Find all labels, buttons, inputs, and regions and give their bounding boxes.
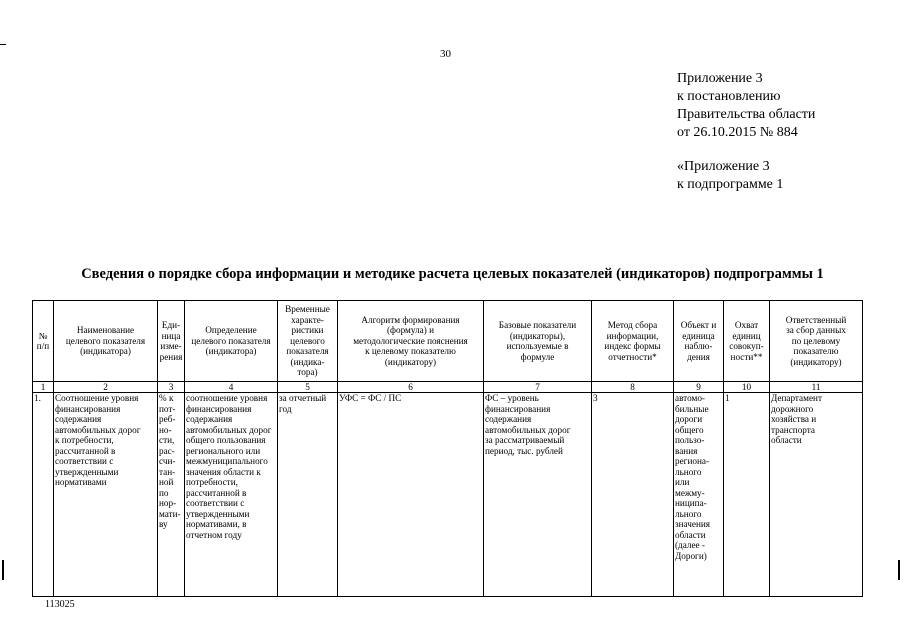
appendix-line: от 26.10.2015 № 884 bbox=[677, 125, 798, 140]
cell-line: содержания bbox=[485, 414, 532, 424]
cell-line: за отчетный bbox=[279, 393, 327, 403]
cell-line: ниципа- bbox=[675, 498, 707, 508]
cell-line: потребности, bbox=[186, 477, 238, 487]
cell-line: общего пользования bbox=[186, 435, 266, 445]
cell-line: автомо- bbox=[675, 393, 705, 403]
header-line: ности** bbox=[730, 351, 763, 362]
cell-line: период, тыс. рублей bbox=[485, 445, 563, 456]
header-line: (индика- bbox=[290, 356, 325, 367]
cell-line: ву bbox=[159, 519, 168, 529]
cell-line: межмуниципального bbox=[186, 456, 268, 466]
header-line: Ответственный bbox=[785, 314, 847, 325]
table-cell bbox=[484, 393, 592, 597]
header-line: используемые в bbox=[506, 341, 569, 351]
cell-line: пот- bbox=[159, 403, 176, 414]
header-line: единица bbox=[682, 330, 715, 341]
cell-line: % к bbox=[159, 393, 174, 403]
cell-line: финансирования bbox=[55, 403, 121, 414]
cell-line: по bbox=[159, 487, 169, 498]
header-line: наблю- bbox=[684, 341, 713, 351]
cell-line: отчетном году bbox=[186, 529, 242, 540]
cell-line: год bbox=[279, 403, 292, 414]
header-line: индекс формы bbox=[604, 341, 661, 351]
header-line: характе- bbox=[291, 314, 324, 325]
header-line: Базовые показатели bbox=[498, 320, 577, 330]
header-cell bbox=[484, 301, 592, 382]
column-number-row bbox=[33, 382, 863, 393]
table-cell bbox=[278, 393, 338, 597]
header-line: показателю bbox=[793, 346, 839, 357]
header-line: к целевому показателю bbox=[365, 346, 456, 357]
cell-line: утвержденными bbox=[55, 466, 119, 477]
scan-mark-top-left bbox=[0, 44, 6, 45]
cell-line: области bbox=[771, 435, 802, 445]
header-line: отчетности* bbox=[608, 351, 657, 362]
header-line: за сбор данных bbox=[786, 325, 846, 336]
cell-line: рас- bbox=[159, 445, 175, 456]
column-number-cell: 8 bbox=[592, 382, 674, 393]
header-line: (индикатору) bbox=[790, 356, 842, 367]
table-row bbox=[33, 393, 863, 597]
table-cell bbox=[54, 393, 158, 597]
header-cell bbox=[158, 301, 185, 382]
header-line: Объект и bbox=[680, 320, 717, 330]
table-cell bbox=[770, 393, 863, 597]
cell-line: регионального или bbox=[186, 445, 261, 456]
header-line: (индикатору) bbox=[384, 356, 437, 367]
cell-line: финансирования bbox=[485, 403, 551, 414]
scan-mark-left bbox=[2, 560, 4, 580]
header-line: Метод сбора bbox=[607, 320, 658, 330]
header-cell bbox=[338, 301, 484, 382]
cell-line: дороги bbox=[675, 414, 703, 424]
header-line: целевого показателя bbox=[65, 335, 146, 346]
page-number: 30 bbox=[440, 48, 451, 60]
header-line: Охват bbox=[734, 320, 759, 330]
appendix-line: Правительства области bbox=[677, 107, 816, 122]
header-line: тора) bbox=[297, 367, 318, 378]
column-number-cell: 10 bbox=[724, 382, 770, 393]
table-cell bbox=[158, 393, 185, 597]
cell-line: вания bbox=[675, 445, 698, 456]
cell-line: утвержденными bbox=[186, 508, 250, 519]
cell-line: значения bbox=[675, 519, 711, 529]
cell-line: (далее - bbox=[675, 540, 705, 550]
cell-line: области bbox=[675, 529, 706, 540]
appendix-line: Приложение 3 bbox=[677, 71, 763, 86]
header-line: (индикатора) bbox=[205, 346, 257, 357]
cell-line: содержания bbox=[186, 414, 233, 424]
cell-line: дорожного bbox=[771, 403, 814, 414]
header-cell bbox=[724, 301, 770, 382]
column-number-cell: 2 bbox=[54, 382, 158, 393]
cell-line: тан- bbox=[159, 466, 176, 477]
cell-line: счи- bbox=[159, 456, 176, 466]
cell-line: или bbox=[675, 477, 690, 487]
header-line: целевого bbox=[290, 335, 325, 346]
cell-line: льного bbox=[675, 466, 702, 477]
header-line: показателя bbox=[286, 346, 329, 357]
table-cell bbox=[33, 393, 54, 597]
scan-mark-right bbox=[898, 560, 900, 580]
header-line: Определение bbox=[205, 325, 257, 336]
table-cell bbox=[674, 393, 724, 597]
cell-line: нормативами bbox=[55, 477, 107, 487]
header-line: по целевому bbox=[791, 335, 841, 346]
header-line: Временные bbox=[285, 304, 330, 315]
cell-line: Соотношение уровня bbox=[55, 393, 139, 403]
cell-line: соответствии с bbox=[55, 456, 114, 466]
cell-line: содержания bbox=[55, 414, 102, 424]
header-line: формуле bbox=[520, 351, 555, 362]
cell-line: автомобильных дорог bbox=[485, 424, 571, 435]
sub-appendix-line: «Приложение 3 bbox=[677, 159, 770, 174]
document-title: Сведения о порядке сбора информации и методике расчета целевых показателей (индикаторов) подпрограммы 1 bbox=[81, 266, 824, 282]
cell-line: 1. bbox=[34, 393, 41, 403]
header-line: Алгоритм формирования bbox=[361, 314, 460, 325]
header-line: методологические пояснения bbox=[353, 335, 468, 346]
cell-line: 1 bbox=[725, 393, 730, 403]
indicators-table bbox=[32, 300, 863, 597]
column-number-cell: 1 bbox=[33, 382, 54, 393]
cell-line: но- bbox=[159, 424, 172, 435]
column-number-cell: 6 bbox=[338, 382, 484, 393]
header-line: Наименование bbox=[76, 325, 135, 336]
header-line: дения bbox=[687, 351, 710, 362]
cell-line: 3 bbox=[593, 393, 598, 403]
cell-line: ной bbox=[159, 477, 174, 487]
cell-line: межму- bbox=[675, 487, 705, 498]
header-line: изме- bbox=[160, 341, 182, 351]
cell-line: пользо- bbox=[675, 435, 705, 445]
cell-line: сти, bbox=[159, 435, 175, 445]
table-cell bbox=[724, 393, 770, 597]
cell-line: к потребности, bbox=[55, 435, 114, 445]
header-line: целевого показателя bbox=[191, 335, 271, 346]
appendix-block bbox=[677, 70, 815, 194]
sub-appendix-line: к подпрограмме 1 bbox=[677, 177, 784, 192]
table-cell bbox=[185, 393, 278, 597]
header-cell bbox=[185, 301, 278, 382]
cell-line: льного bbox=[675, 508, 702, 519]
appendix-line: к постановлению bbox=[677, 89, 781, 104]
header-cell bbox=[674, 301, 724, 382]
header-line: № bbox=[38, 330, 48, 341]
column-number-cell: 4 bbox=[185, 382, 278, 393]
header-line: Еди- bbox=[161, 320, 181, 330]
cell-line: соотношение уровня bbox=[186, 393, 268, 403]
cell-line: за рассматриваемый bbox=[485, 435, 565, 445]
header-line: ристики bbox=[291, 325, 324, 336]
cell-line: ФС – уровень bbox=[485, 393, 539, 403]
column-number-cell: 5 bbox=[278, 382, 338, 393]
cell-line: Дороги) bbox=[675, 550, 707, 561]
cell-line: Департамент bbox=[771, 393, 822, 403]
header-line: (индикаторы), bbox=[509, 330, 566, 341]
cell-line: регионa- bbox=[675, 456, 710, 466]
header-line: единиц bbox=[732, 330, 761, 341]
table-header-row bbox=[33, 301, 863, 382]
cell-line: рассчитанной в bbox=[55, 445, 116, 456]
header-cell bbox=[54, 301, 158, 382]
header-line: ница bbox=[161, 330, 181, 341]
cell-line: финансирования bbox=[186, 403, 252, 414]
header-cell bbox=[770, 301, 863, 382]
header-line: рения bbox=[159, 351, 183, 362]
header-line: совокуп- bbox=[729, 341, 764, 351]
footer-code: 113025 bbox=[45, 599, 75, 610]
column-number-cell: 11 bbox=[770, 382, 863, 393]
header-line: п/п bbox=[36, 341, 50, 351]
column-number-cell: 9 bbox=[674, 382, 724, 393]
cell-line: автомобильных дорог bbox=[55, 424, 141, 435]
cell-line: реб- bbox=[159, 414, 176, 424]
cell-line: соответствии с bbox=[186, 498, 245, 508]
header-line: (формула) и bbox=[387, 325, 434, 336]
cell-line: автомобильных дорог bbox=[186, 424, 272, 435]
cell-line: мати- bbox=[159, 508, 181, 519]
table-cell bbox=[592, 393, 674, 597]
cell-line: хозяйства и bbox=[771, 414, 817, 424]
cell-line: нормативами, в bbox=[186, 519, 247, 529]
cell-line: бильные bbox=[675, 403, 709, 414]
header-cell bbox=[592, 301, 674, 382]
header-line: (индикатора) bbox=[80, 346, 131, 357]
header-line: информации, bbox=[606, 330, 659, 341]
cell-line: значения области к bbox=[186, 466, 261, 477]
header-cell bbox=[278, 301, 338, 382]
cell-line: транспорта bbox=[771, 424, 815, 435]
cell-line: рассчитанной в bbox=[186, 487, 247, 498]
column-number-cell: 3 bbox=[158, 382, 185, 393]
cell-line: нор- bbox=[159, 498, 177, 508]
cell-line: общего bbox=[675, 424, 704, 435]
cell-line: УФС = ФС / ПС bbox=[339, 393, 402, 403]
column-number-cell: 7 bbox=[484, 382, 592, 393]
table-cell bbox=[338, 393, 484, 597]
header-cell bbox=[33, 301, 54, 382]
